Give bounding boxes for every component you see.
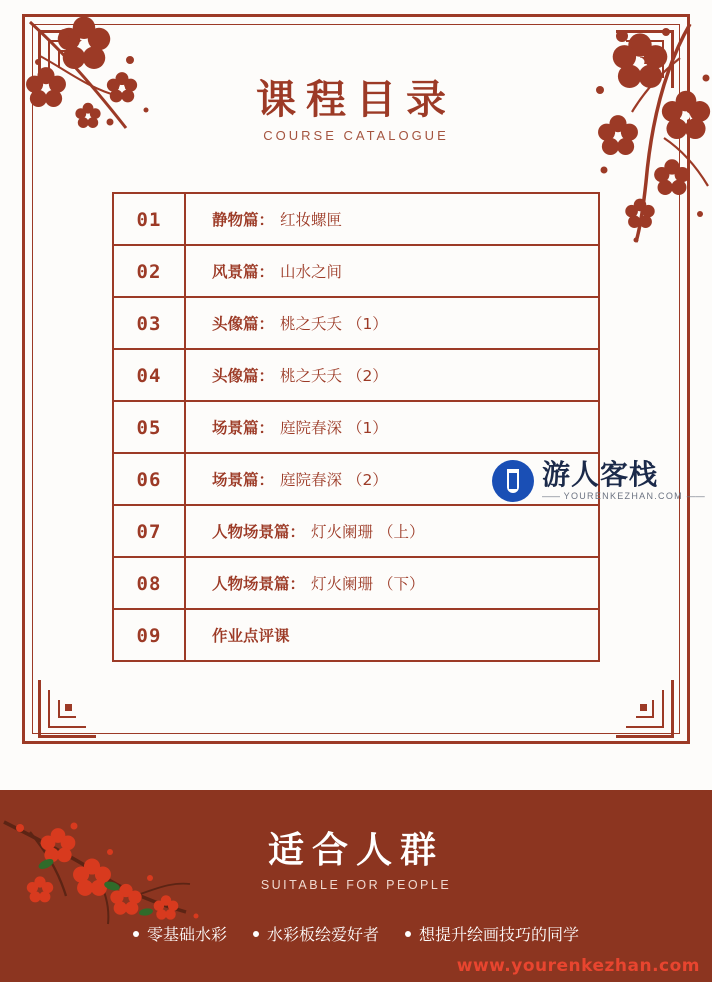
- brand-url-text: YOURENKEZHAN.COM: [563, 491, 683, 502]
- brand-name: 游人客栈: [542, 458, 659, 492]
- table-row[interactable]: [114, 246, 598, 298]
- row-name: 山水之间: [280, 263, 343, 281]
- row-category: 场景篇：: [212, 471, 275, 489]
- bullet-icon: [133, 931, 139, 937]
- row-name: 庭院春深 （2）: [280, 471, 388, 489]
- row-name: 灯火阑珊 （下）: [311, 575, 425, 593]
- row-number: 01: [114, 194, 186, 244]
- row-number: 07: [114, 506, 186, 556]
- audience-list: [0, 922, 712, 945]
- table-row[interactable]: [114, 402, 598, 454]
- row-number: 03: [114, 298, 186, 348]
- row-number: 05: [114, 402, 186, 452]
- table-row[interactable]: [114, 298, 598, 350]
- corner-ornament-icon: [38, 674, 102, 738]
- page-subtitle: COURSE CATALOGUE: [263, 128, 449, 143]
- footer-subtitle: SUITABLE FOR PEOPLE: [260, 878, 452, 892]
- course-list-table: [112, 192, 600, 662]
- row-name: 庭院春深 （1）: [280, 419, 388, 437]
- audience-label: 想提升绘画技巧的同学: [419, 925, 580, 944]
- watermark-logo: [492, 460, 705, 502]
- table-row[interactable]: [114, 506, 598, 558]
- table-row[interactable]: [114, 194, 598, 246]
- footer-title: 适合人群: [267, 830, 444, 871]
- row-category: 静物篇：: [212, 211, 275, 229]
- row-category: 头像篇：: [212, 315, 275, 333]
- dash-left: ——: [542, 491, 560, 502]
- row-number: 06: [114, 454, 186, 504]
- row-number: 08: [114, 558, 186, 608]
- brand-badge-icon: [492, 460, 534, 502]
- table-row[interactable]: [114, 350, 598, 402]
- row-number: 02: [114, 246, 186, 296]
- page-title: 课程目录: [256, 77, 456, 123]
- row-category: 场景篇：: [212, 419, 275, 437]
- bullet-icon: [253, 931, 259, 937]
- table-row[interactable]: [114, 558, 598, 610]
- row-category: 风景篇：: [212, 263, 275, 281]
- row-text: [186, 624, 598, 646]
- row-text: [186, 416, 598, 438]
- row-name: 红妆螺匣: [280, 211, 343, 229]
- row-category: 作业点评课: [212, 627, 290, 645]
- list-item: [253, 922, 379, 945]
- brand-url: [542, 492, 705, 501]
- corner-ornament-icon: [610, 674, 674, 738]
- audience-section: [0, 790, 712, 982]
- row-category: 头像篇：: [212, 367, 275, 385]
- row-text: [186, 312, 598, 334]
- row-text: [186, 520, 598, 542]
- bullet-icon: [405, 931, 411, 937]
- watermark-text: [542, 460, 705, 502]
- footer-url[interactable]: www.yourenkezhan.com: [456, 956, 700, 976]
- audience-label: 水彩板绘爱好者: [266, 925, 379, 944]
- table-row[interactable]: [114, 610, 598, 662]
- row-number: 09: [114, 610, 186, 660]
- row-text: [186, 260, 598, 282]
- row-name: 桃之夭夭 （1）: [280, 315, 388, 333]
- list-item: [133, 922, 227, 945]
- row-name: 灯火阑珊 （上）: [311, 523, 425, 541]
- row-category: 人物场景篇：: [212, 523, 306, 541]
- row-text: [186, 364, 598, 386]
- row-text: [186, 208, 598, 230]
- row-category: 人物场景篇：: [212, 575, 306, 593]
- dash-right: ——: [686, 491, 705, 502]
- row-text: [186, 572, 598, 594]
- row-name: 桃之夭夭 （2）: [280, 367, 388, 385]
- row-number: 04: [114, 350, 186, 400]
- list-item: [405, 922, 579, 945]
- audience-label: 零基础水彩: [146, 925, 227, 944]
